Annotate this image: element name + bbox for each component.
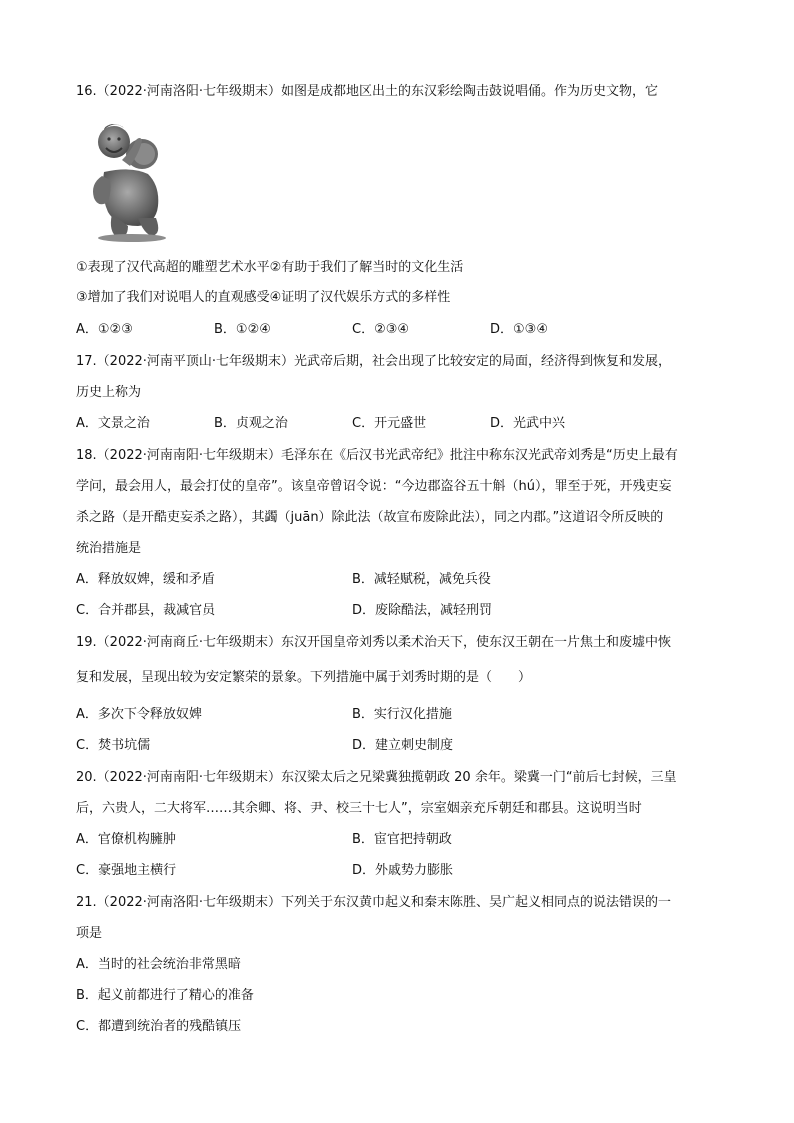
q18-stem-line-3: 杀之路（是开酷吏妄杀之路），其蠲（juān）除此法（故宣布废除此法），同之内郡。”这道诏令所反映的 <box>76 510 664 525</box>
q16-statement-1: ①表现了汉代高超的雕塑艺术水平②有助于我们了解当时的文化生活 <box>76 260 464 275</box>
q21-option-c[interactable]: C．都遭到统治者的残酷镇压 <box>76 1019 242 1034</box>
q19-option-d[interactable]: D．建立刺史制度 <box>352 738 454 753</box>
q17-stem-line-2: 历史上称为 <box>76 385 142 400</box>
q21-stem-line-1: 21.（2022·河南洛阳·七年级期末）下列关于东汉黄巾起义和秦末陈胜、吴广起义相同点的说法错误的一 <box>76 895 672 910</box>
q17-option-c[interactable]: C．开元盛世 <box>352 416 427 431</box>
q16-statement-2: ③增加了我们对说唱人的直观感受④证明了汉代娱乐方式的多样性 <box>76 290 451 305</box>
q17-option-b[interactable]: B．贞观之治 <box>214 416 288 431</box>
q18-option-b[interactable]: B．减轻赋税，减免兵役 <box>352 572 491 587</box>
q19-option-c[interactable]: C．焚书坑儒 <box>76 738 151 753</box>
q16-stem-line-1: 16.（2022·河南洛阳·七年级期末）如图是成都地区出土的东汉彩绘陶击鼓说唱俑。作为历史文物，它 <box>76 84 659 99</box>
pottery-figurine-image <box>82 114 174 244</box>
q17-option-d[interactable]: D．光武中兴 <box>490 416 566 431</box>
q16-option-b[interactable]: B．①②④ <box>214 322 271 337</box>
q18-stem-line-2: 学问，最会用人，最会打仗的皇帝”。该皇帝曾诏令说：“今边郡盗谷五十斛（hú），罪至于死，开残吏妄 <box>76 479 672 494</box>
q20-option-b[interactable]: B．宦官把持朝政 <box>352 832 452 847</box>
q19-stem-line-1: 19.（2022·河南商丘·七年级期末）东汉开国皇帝刘秀以柔术治天下，使东汉王朝在一片焦土和废墟中恢 <box>76 635 672 650</box>
drummer-figurine-icon <box>82 114 174 244</box>
q21-option-a[interactable]: A．当时的社会统治非常黑暗 <box>76 957 241 972</box>
q18-stem-line-4: 统治措施是 <box>76 541 142 556</box>
q19-stem-line-2: 复和发展，呈现出较为安定繁荣的景象。下列措施中属于刘秀时期的是（ ） <box>76 670 532 685</box>
q18-option-a[interactable]: A．释放奴婢，缓和矛盾 <box>76 572 215 587</box>
q20-option-d[interactable]: D．外戚势力膨胀 <box>352 863 454 878</box>
q21-stem-line-2: 项是 <box>76 926 103 941</box>
q18-option-d[interactable]: D．废除酷法，减轻刑罚 <box>352 603 493 618</box>
q21-option-b[interactable]: B．起义前都进行了精心的准备 <box>76 988 254 1003</box>
q17-stem-line-1: 17.（2022·河南平顶山·七年级期末）光武帝后期，社会出现了比较安定的局面，经济得到恢复和发展， <box>76 354 672 369</box>
q16-option-a[interactable]: A．①②③ <box>76 322 133 337</box>
q16-option-c[interactable]: C．②③④ <box>352 322 410 337</box>
q20-option-a[interactable]: A．官僚机构臃肿 <box>76 832 176 847</box>
q20-option-c[interactable]: C．豪强地主横行 <box>76 863 177 878</box>
q19-option-a[interactable]: A．多次下令释放奴婢 <box>76 707 202 722</box>
q17-option-a[interactable]: A．文景之治 <box>76 416 150 431</box>
q16-option-d[interactable]: D．①③④ <box>490 322 548 337</box>
q20-stem-line-2: 后，六贵人，二大将军……其余卿、将、尹、校三十七人”，宗室姻亲充斥朝廷和郡县。这说明当时 <box>76 801 642 816</box>
q19-option-b[interactable]: B．实行汉化措施 <box>352 707 452 722</box>
q18-option-c[interactable]: C．合并郡县，裁减官员 <box>76 603 216 618</box>
q18-stem-line-1: 18.（2022·河南南阳·七年级期末）毛泽东在《后汉书光武帝纪》批注中称东汉光武帝刘秀是“历史上最有 <box>76 448 678 463</box>
q20-stem-line-1: 20.（2022·河南南阳·七年级期末）东汉梁太后之兄梁冀独揽朝政 20 余年。梁冀一门“前后七封候，三皇 <box>76 770 677 785</box>
